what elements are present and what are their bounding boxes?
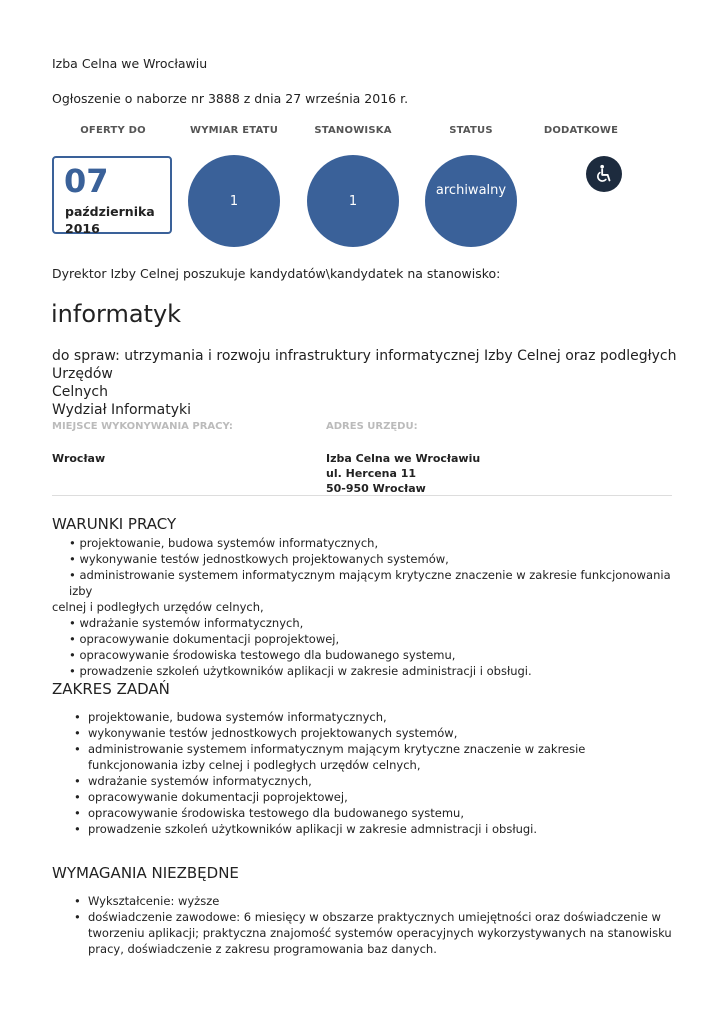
list-item: celnej i podległych urzędów celnych, [52,600,264,614]
intro-text: Dyrektor Izby Celnej poszukuje kandydatów\kandydatek na stanowisko: [52,266,501,281]
job-title: informatyk [51,300,182,328]
deadline-day: 07 [64,162,109,200]
list-item: • administrowanie systemem informatycznym mającym krytyczne znaczenie w zakresie funkcjonowania izby [69,568,671,598]
job-scope-line: Celnych [52,384,109,400]
deadline-year: 2016 [65,221,100,236]
divider [52,495,672,496]
status-value: archiwalny [435,183,507,198]
duties-list [74,709,674,837]
status-label: STATUS [449,125,493,136]
requirements-heading: WYMAGANIA NIEZBĘDNE [52,864,239,882]
positions-value: 1 [348,193,358,209]
list-item: • administrowanie systemem informatycznym mającym krytyczne znaczenie w zakresie funkcjonowania izby celnej i podległych urzędów celnych, [74,741,674,773]
list-item: • doświadczenie zawodowe: 6 miesięcy w obszarze praktycznych umiejętności oraz doświadczenie w tworzeniu aplikacji; praktyczna znajomość systemów operacyjnych wykorzystywanych na stanowisku pracy, doświadczenie z zakresu programowania baz danych. [74,909,674,957]
org-name: Izba Celna we Wrocławiu [52,56,208,71]
address-line: 50-950 Wrocław [326,482,426,495]
location-value: Wrocław [52,452,106,465]
deadline-month-year [65,203,155,237]
job-scope-line: do spraw: utrzymania i rozwoju infrastruktury informatycznej Izby Celnej oraz podległych Urzędów [52,348,677,382]
deadline-month: października [65,204,155,219]
list-item: • prowadzenie szkoleń użytkowników aplikacji w zakresie admnistracji i obsługi. [74,821,674,837]
positions-label: STANOWISKA [314,125,392,136]
location-label: MIEJSCE WYKONYWANIA PRACY: [52,421,233,432]
list-item: • opracowywanie dokumentacji poprojektowej, [74,789,674,805]
conditions-heading: WARUNKI PRACY [52,515,177,533]
deadline-label: OFERTY DO [80,125,146,136]
fte-label: WYMIAR ETATU [189,125,279,136]
fte-value: 1 [229,193,239,209]
department: Wydział Informatyki [52,402,192,418]
list-item: • wdrażanie systemów informatycznych, [69,616,304,630]
fte-circle [188,155,280,247]
list-item: • wykonywanie testów jednostkowych projektowanych systemów, [69,552,449,566]
list-item: • Wykształcenie: wyższe [74,893,674,909]
announcement-title: Ogłoszenie o naborze nr 3888 z dnia 27 września 2016 r. [52,91,409,106]
list-item: • prowadzenie szkoleń użytkowników aplikacji w zakresie administracji i obsługi. [69,664,532,678]
status-circle [425,155,517,247]
office-address [326,451,480,496]
job-scope [52,347,725,419]
list-item: • wdrażanie systemów informatycznych, [74,773,674,789]
list-item: • opracowywanie środowiska testowego dla budowanego systemu, [74,805,674,821]
extra-label: DODATKOWE [543,125,619,136]
list-item: • wykonywanie testów jednostkowych projektowanych systemów, [74,725,674,741]
list-item: • opracowywanie środowiska testowego dla budowanego systemu, [69,648,456,662]
address-line: ul. Hercena 11 [326,467,417,480]
address-label: ADRES URZĘDU: [326,421,418,432]
list-item: • opracowywanie dokumentacji poprojektowej, [69,632,340,646]
list-item: • projektowanie, budowa systemów informatycznych, [74,709,674,725]
wheelchair-icon [586,156,622,192]
requirements-list [74,893,674,957]
address-line: Izba Celna we Wrocławiu [326,452,481,465]
duties-heading: ZAKRES ZADAŃ [52,680,170,698]
deadline-date-box [52,156,172,234]
conditions-list [52,535,677,679]
list-item: • projektowanie, budowa systemów informatycznych, [69,536,379,550]
positions-circle [307,155,399,247]
